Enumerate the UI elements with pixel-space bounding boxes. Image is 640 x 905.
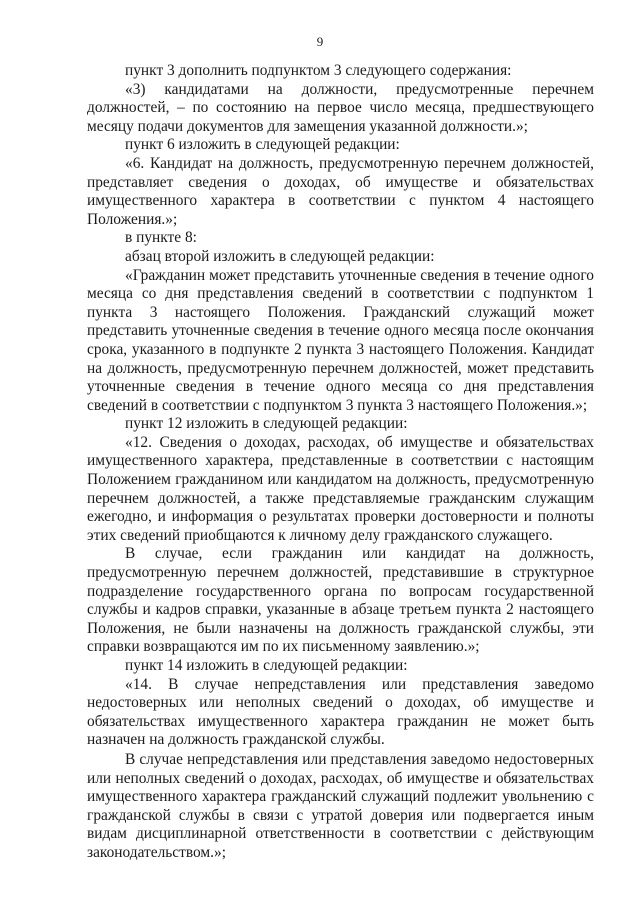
- paragraph-item-14-amend: пункт 14 изложить в следующей редакции:: [125, 657, 408, 674]
- page-number: 9: [316, 34, 324, 49]
- paragraph-item-8-text: «Гражданин может представить уточненные сведения в течение одного месяца со дня представления сведений в соответствии с подпунктом 1 пункта 3 настоящего Положения. Гражданский служащий может представить уточненные сведения в течение одного месяца после окончания срока, указанного в подпункте 2 пункта 3 настоящего Положения. Кандидат на должность, предусмотренную перечнем должностей, может представить уточненные сведения в течение одного месяца со дня представления сведений в соответствии с подпунктом 3 пункта 3 настоящего Положения.»;: [87, 266, 594, 414]
- paragraph-item-3-amend: пункт 3 дополнить подпунктом 3 следующего содержания:: [125, 62, 512, 79]
- paragraph-item-12-text-2: В случае, если гражданин или кандидат на должность, предусмотренную перечнем должностей, представившие в структурное подразделение государственного органа по вопросам государственной службы и кадров справки, указанные в абзаце третьем пункта 2 настоящего Положения, не были назначены на должность гражданской службы, эти справки возвращаются им по их письменному заявлению.»;: [87, 545, 594, 656]
- paragraph-item-8-subclause: абзац второй изложить в следующей редакции:: [125, 247, 435, 265]
- paragraph-item-14-text-2: В случае непредставления или представления заведомо недостоверных или неполных сведений о доходах, расходах, об имуществе и обязательствах имущественного характера гражданский служащий подлежит увольнению с гражданской службы в связи с утратой доверия или подвергается иным видам дисциплинарной ответственности в соответствии с действующим законодательством.»;: [87, 750, 594, 861]
- paragraph-item-6-text: «6. Кандидат на должность, предусмотренную перечнем должностей, представляет сведения о доходах, об имуществе и обязательствах имущественного характера в соответствии с пунктом 4 настоящего Положения.»;: [87, 154, 594, 228]
- paragraph-item-6-amend: пункт 6 изложить в следующей редакции:: [125, 136, 400, 154]
- paragraph-item-8-amend: в пункте 8:: [125, 229, 197, 247]
- paragraph-item-12-amend: пункт 12 изложить в следующей редакции:: [125, 415, 408, 433]
- paragraph-item-14-text: «14. В случае непредставления или представления заведомо недостоверных или неполных сведений о доходах, об имуществе и обязательствах имущественного характера гражданин не может быть назначен на должность гражданской службы.: [87, 675, 594, 749]
- paragraph-subitem-3-text: «3) кандидатами на должности, предусмотренные перечнем должностей, – по состоянию на первое число месяца, предшествующего месяцу подачи документов для замещения указанной должности.»;: [87, 80, 594, 135]
- document-body: [87, 62, 594, 863]
- paragraph-item-12-text: «12. Сведения о доходах, расходах, об имуществе и обязательствах имущественного характера, представленные в соответствии с настоящим Положением гражданином или кандидатом на должность, предусмотренную перечнем должностей, а также представляемые гражданским служащим ежегодно, и информация о результатах проверки достоверности и полноты этих сведений приобщаются к личному делу гражданского служащего.: [87, 433, 594, 544]
